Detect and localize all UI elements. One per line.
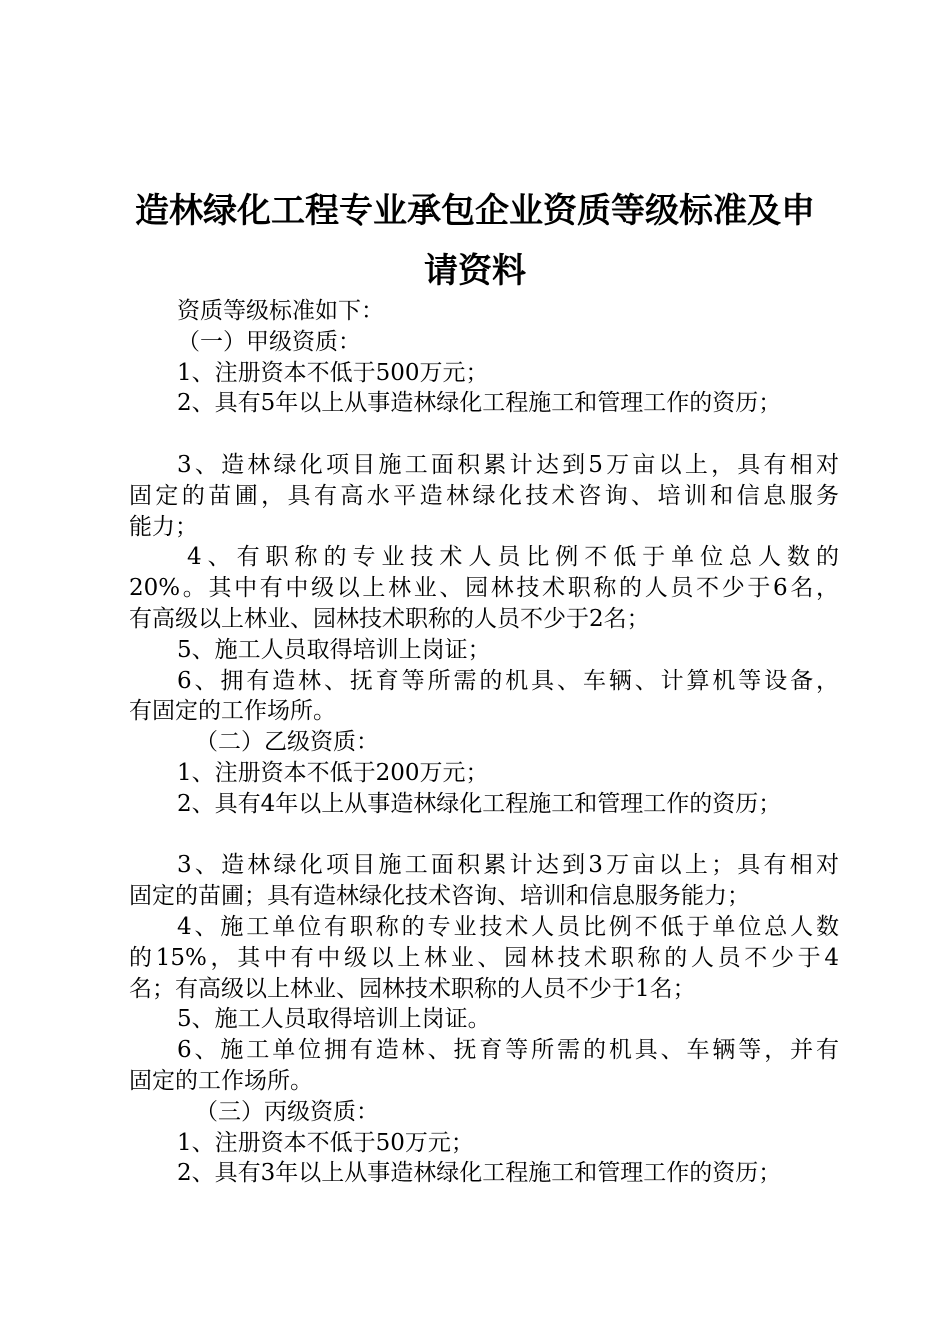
grade-a-item-3-line-1: 3、造林绿化项目施工面积累计达到5万亩以上，具有相对 [177,451,839,478]
grade-b-item-3-line-2: 固定的苗圃；具有造林绿化技术咨询、培训和信息服务能力； [129,883,750,910]
grade-b-item-6-line-1: 6、施工单位拥有造林、抚育等所需的机具、车辆等，并有 [177,1037,839,1064]
blank-line [129,820,839,851]
grade-a-item-3-line-3: 能力； [129,513,198,540]
grade-a-item-4-line-3: 有高级以上林业、园林技术职称的人员不少于2名； [129,605,650,632]
grade-b-item-5: 5、施工人员取得培训上岗证。 [177,1006,491,1033]
grade-b-item-4-line-3: 名；有高级以上林业、园林技术职称的人员不少于1名； [129,975,696,1002]
grade-a-item-4-line-2: 20%。其中有中级以上林业、园林技术职称的人员不少于6名， [129,575,839,602]
grade-c-item-1: 1、注册资本不低于50万元； [177,1129,474,1156]
grade-b-heading: （二）乙级资质： [195,729,379,756]
grade-a-heading: （一）甲级资质： [177,328,361,355]
document-title-line-1: 造林绿化工程专业承包企业资质等级标准及申 [135,191,815,231]
grade-b-item-4-line-2: 的15%，其中有中级以上林业、园林技术职称的人员不少于4 [129,944,839,971]
document-title-line-2: 请资料 [424,251,526,291]
grade-a-item-1: 1、注册资本不低于500万元； [177,359,489,386]
blank-line [129,419,839,450]
grade-a-item-3-line-2: 固定的苗圃，具有高水平造林绿化技术咨询、培训和信息服务 [129,482,839,509]
grade-a-item-2: 2、具有5年以上从事造林绿化工程施工和管理工作的资历； [177,390,782,417]
grade-a-item-6-line-2: 有固定的工作场所。 [129,698,336,725]
grade-c-item-2: 2、具有3年以上从事造林绿化工程施工和管理工作的资历； [177,1160,782,1187]
grade-a-item-4-line-1: 4、有职称的专业技术人员比例不低于单位总人数的 [187,544,839,571]
grade-b-item-2: 2、具有4年以上从事造林绿化工程施工和管理工作的资历； [177,790,782,817]
grade-a-item-6-line-1: 6、拥有造林、抚育等所需的机具、车辆、计算机等设备， [177,667,839,694]
grade-a-item-5: 5、施工人员取得培训上岗证； [177,636,491,663]
intro-paragraph: 资质等级标准如下： [177,298,384,324]
grade-b-item-6-line-2: 固定的工作场所。 [129,1067,313,1094]
grade-b-item-1: 1、注册资本不低于200万元； [177,759,489,786]
grade-b-item-4-line-1: 4、施工单位有职称的专业技术人员比例不低于单位总人数 [177,913,839,940]
grade-c-heading: （三）丙级资质： [195,1098,379,1125]
document-body [129,296,839,1189]
grade-b-item-3-line-1: 3、造林绿化项目施工面积累计达到3万亩以上；具有相对 [177,852,839,879]
